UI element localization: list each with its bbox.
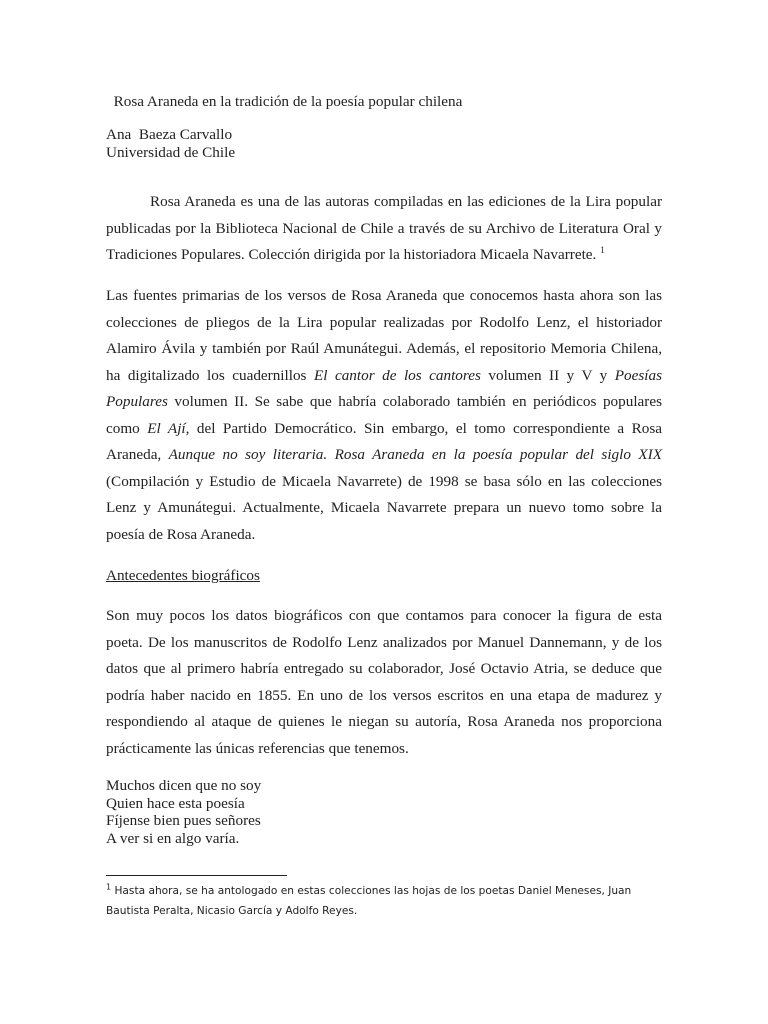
document-title [106,92,662,112]
paragraph-sources-text-4: , del Partido Democrático. Sin embargo, el tomo correspondiente a Rosa Araneda, [106,419,662,463]
paragraph-sources-text-5: (Compilación y Estudio de Micaela Navarrete) de 1998 se basa sólo en las colecciones Lenz y Amunátegui. Actualmente, Micaela Navarrete prepara un nuevo tomo sobre la poesía de Rosa Araneda. [106,472,662,543]
verse-block [106,777,662,847]
paragraph-intro [106,189,662,269]
verse-line: Quien hace esta poesía [106,794,245,812]
work-title-poesias: Poesías Populares [106,366,662,410]
paragraph-sources-text-1: Las fuentes primarias de los versos de Rosa Araneda que conocemos hasta ahora son las colecciones de pliegos de la Lira popular realizadas por Rodolfo Lenz, el historiador Alamiro Ávila y también por Raúl Amunátegui. Además, el repositorio Memoria Chilena, ha digitalizado los cuadernillos [106,287,662,384]
paragraph-sources [106,283,662,548]
work-title-aji: El Ají [147,419,186,437]
section-heading: Antecedentes biográficos [106,567,260,584]
verse-line: A ver si en algo varía. [106,829,240,847]
footnote-marker: 1 [106,882,112,892]
verse-line: Muchos dicen que no soy [106,777,262,794]
verse-line: Fíjense bien pues señores [106,812,261,829]
paragraph-sources-text-2: volumen II y V y [480,366,615,384]
paragraph-biography: Son muy pocos los datos biográficos con que contamos para conocer la figura de esta poeta. De los manuscritos de Rodolfo Lenz analizados por Manuel Dannemann, y de los datos que al primero habría entregado su colaborador, José Octavio Atria, se deduce que podría haber nacido en 1855. En uno de los versos escritos en una etapa de madurez y respondiendo al ataque de quienes le niegan su autoría, Rosa Araneda nos proporciona prácticamente las únicas referencias que tenemos. [106,607,662,757]
work-title-aunque: Aunque no soy literaria. Rosa Araneda en la poesía popular del siglo XIX [168,446,662,463]
footnote-text: Hasta ahora, se ha antologado en estas colecciones las hojas de los poetas Daniel Meneses, Juan Bautista Peralta, Nicasio García y Adolfo Reyes. [106,885,632,917]
footnote-separator [106,875,287,876]
author-affiliation: Universidad de Chile [106,144,236,161]
author-name: Ana Baeza Carvallo [106,126,233,143]
paragraph-sources-text-3: volumen II. Se sabe que habría colaborado también en periódicos populares como [106,393,662,437]
footnote [106,881,662,921]
document-title-text: Rosa Araneda en la tradición de la poesía popular chilena [113,93,463,110]
paragraph-intro-text: Rosa Araneda es una de las autoras compiladas en las ediciones de la Lira popular publicadas por la Biblioteca Nacional de Chile a través de su Archivo de Literatura Oral y Tradiciones Populares. Colección dirigida por la historiadora Micaela Navarrete. [106,193,662,263]
work-title-cantor: El cantor de los cantores [313,366,481,384]
footnote-reference[interactable]: 1 [600,244,605,255]
author-block [106,126,662,162]
